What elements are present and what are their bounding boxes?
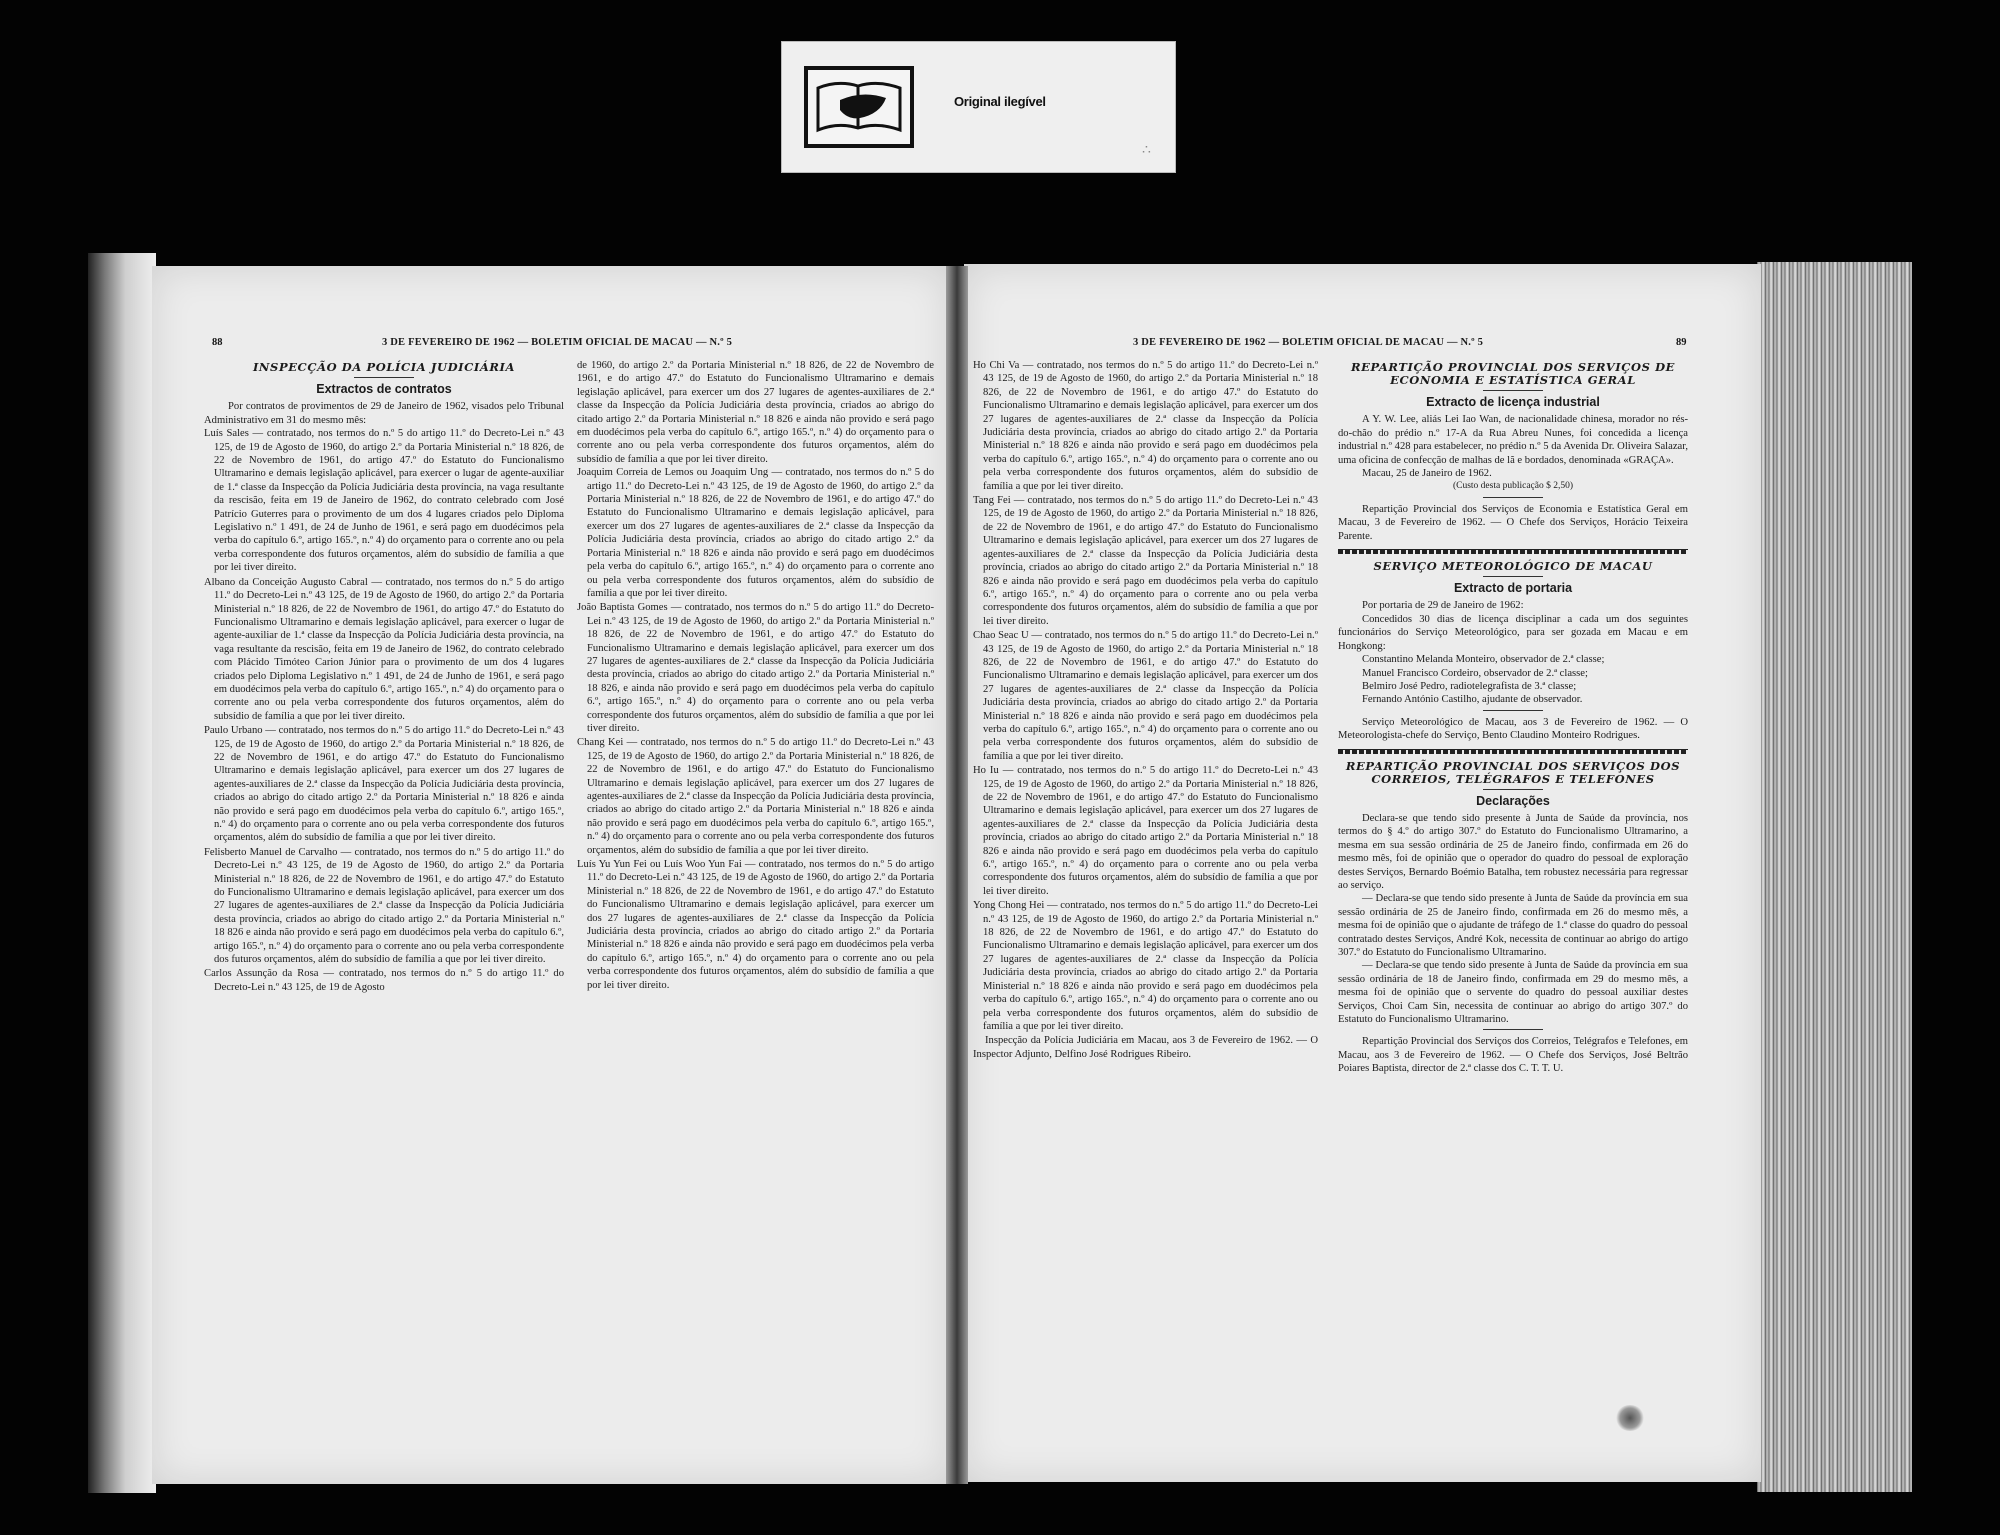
- right-column-2: [1338, 359, 1688, 1409]
- left-column-1: [204, 359, 564, 1409]
- right-running-head: 3 DE FEVEREIRO DE 1962 — BOLETIM OFICIAL DE MACAU — N.º 5: [1133, 337, 1484, 348]
- portaria-text: Concedidos 30 dias de licença disciplinar a cada um dos seguintes funcionários do Serviço Meteorológico, para ser gozada em Macau e em Hongkong:: [1338, 613, 1688, 652]
- staff-item: Manuel Francisco Cordeiro, observador de 2.ª classe;: [1362, 667, 1588, 679]
- contract-entry: Ho Chi Va — contratado, nos termos do n.º 5 do artigo 11.º do Decreto-Lei n.º 43 125, de 19 de Agosto de 1960, do artigo 2.º da Portaria Ministerial n.º 18 826, de 22 de Novembro de 1961, e do artigo 47.º do Estatuto do Funcionalismo Ultramarino e demais legislação aplicável, para exercer um dos 27 lugares de agentes-auxiliares de 2.ª classe da Inspecção da Polícia Judiciária desta província, criados ao abrigo do citado artigo 2.º da Portaria Ministerial n.º 18 826 e ainda não provido e será pago em duodécimos pela verba do capítulo 6.º, artigo 165.º, n.º 4) do orçamento para o corrente ano ou pela verba correspondente dos futuros orçamentos, além do subsídio de família a que por lei tiver direito.: [973, 360, 1318, 492]
- divider: [354, 377, 414, 378]
- economia-signature: Repartição Provincial dos Serviços de Economia e Estatística Geral em Macau, 3 de Fevereiro de 1962. — O Chefe dos Serviços, Horácio Teixeira Parente.: [1338, 503, 1688, 542]
- left-page-number: 88: [212, 337, 223, 348]
- licenca-date: Macau, 25 de Janeiro de 1962.: [1362, 468, 1492, 480]
- intro-paragraph: Por contratos de provimentos de 29 de Janeiro de 1962, visados pelo Tribunal Administrativo em 31 do mesmo mês:: [204, 401, 564, 426]
- microfilm-target-card: [781, 41, 1176, 173]
- section-title-economia: REPARTIÇÃO PROVINCIAL DOS SERVIÇOS DE ECONOMIA E ESTATÍSTICA GERAL: [1350, 360, 1676, 387]
- divider: [1483, 710, 1543, 711]
- divider: [1483, 497, 1543, 498]
- declaracao-paragraph: — Declara-se que tendo sido presente à Junta de Saúde da província em sua sessão ordinária de 18 de Janeiro findo, confirmada em 29 do mesmo mês, a mesma foi de opinião que o servente do quadro do pessoal auxiliar destes Serviços, Choi Cam Sin, necessita de continuar ao abrigo do artigo 307.º do Estatuto do Funcionalismo Ultramarino.: [1338, 960, 1688, 1026]
- divider: [1483, 390, 1543, 391]
- licenca-text: A Y. W. Lee, aliás Lei Iao Wan, de nacionalidade chinesa, morador no rés-do-chão do prédio n.º 17-A da Rua Abreu Nunes, foi concedida a licença industrial n.º 428 para estabelecer, no prédio n.º 5 da Avenida Dr. Oliveira Salazar, uma oficina de confecção de malhas de lã e bordados, denominada «GRAÇA».: [1338, 414, 1688, 466]
- book-edge-right: [1757, 262, 1912, 1492]
- subtitle-portaria: Extracto de portaria: [1453, 581, 1573, 596]
- divider: [1483, 1029, 1543, 1030]
- contract-entry: Chao Seac U — contratado, nos termos do n.º 5 do artigo 11.º do Decreto-Lei n.º 43 125, de 19 de Agosto de 1960, do artigo 2.º da Portaria Ministerial n.º 18 826, de 22 de Novembro de 1961, e do artigo 47.º do Estatuto do Funcionalismo Ultramarino e demais legislação aplicável, para exercer um dos 27 lugares de agentes-auxiliares de 2.ª classe da Inspecção da Polícia Judiciária desta província, criados ao abrigo do citado artigo 2.º da Portaria Ministerial n.º 18 826 e ainda não provido e será pago em duodécimos pela verba do capítulo 6.º, artigo 165.º, n.º 4) do orçamento para o corrente ano ou pela verba correspondente dos futuros orçamentos, além do subsídio de família a que por lei tiver direito.: [973, 630, 1318, 762]
- section-title-meteorologico: SERVIÇO METEOROLÓGICO DE MACAU: [1373, 559, 1653, 574]
- contract-entry: Carlos Assunção da Rosa — contratado, nos termos do n.º 5 do artigo 11.º do Decreto-Lei n.º 43 125, de 19 de Agosto: [204, 968, 564, 993]
- contract-entry: Luís Sales — contratado, nos termos do n.º 5 do artigo 11.º do Decreto-Lei n.º 43 125, de 19 de Agosto de 1960, do artigo 2.º da Portaria Ministerial n.º 18 826, de 22 de Novembro de 1961, do artigo 47.º do Estatuto do Funcionalismo Ultramarino e demais legislação aplicável, para exercer o lugar de agente-auxiliar de 1.ª classe da Inspecção da Polícia Judiciária desta província, na vaga resultante da rescisão, feita em 19 de Janeiro de 1962, do contrato celebrado com José Patrício Guterres para o provimento de um dos 4 lugares criados pelo Diploma Legislativo n.º 1 491, de 24 de Junho de 1961, e será pago em duodécimos pela verba do capítulo 6.º, artigo 165.º, n.º 4) do orçamento para o corrente ano ou pela verba correspondente dos futuros orçamentos, além do subsídio de família a que por lei tiver direito.: [204, 428, 564, 574]
- contract-entry: Ho Iu — contratado, nos termos do n.º 5 do artigo 11.º do Decreto-Lei n.º 43 125, de 19 de Agosto de 1960, do artigo 2.º da Portaria Ministerial n.º 18 826, de 22 de Novembro de 1961, e do artigo 47.º do Estatuto do Funcionalismo Ultramarino e demais legislação aplicável, para exercer um dos 27 lugares de agentes-auxiliares de 2.ª classe da Inspecção da Polícia Judiciária desta província, criados ao abrigo do citado artigo 2.º da Portaria Ministerial n.º 18 826 e ainda não provido e será pago em duodécimos pela verba do capítulo 6.º, artigo 165.º, n.º 4) do orçamento para o corrente ano ou pela verba correspondente dos futuros orçamentos, além do subsídio de família a que por lei tiver direito.: [973, 765, 1318, 897]
- portaria-date: Por portaria de 29 de Janeiro de 1962:: [1362, 600, 1524, 612]
- contract-entry: Chang Kei — contratado, nos termos do n.º 5 do artigo 11.º do Decreto-Lei n.º 43 125, de 19 de Agosto de 1960, do artigo 2.º da Portaria Ministerial n.º 18 826, de 22 de Novembro de 1961, e do artigo 47.º do Estatuto do Funcionalismo Ultramarino e demais legislação aplicável, para exercer um dos 27 lugares de agentes-auxiliares de 2.ª classe da Inspecção da Polícia Judiciária desta província, criados ao abrigo do citado artigo 2.º da Portaria Ministerial n.º 18 826 e ainda não provido e será pago em duodécimos pela verba do capítulo 6.º, artigo 165.º, n.º 4) do orçamento para o corrente ano ou pela verba correspondente dos futuros orçamentos, além do subsídio de família a que por lei tiver direito.: [577, 737, 934, 856]
- book-gutter: [946, 266, 968, 1484]
- illegible-label: Original ilegível: [954, 94, 1046, 109]
- staff-item: Fernando António Castilho, ajudante de observador.: [1362, 694, 1583, 706]
- contract-entry: Felisberto Manuel de Carvalho — contratado, nos termos do n.º 5 do artigo 11.º do Decreto-Lei n.º 43 125, de 19 de Agosto de 1960, do artigo 2.º da Portaria Ministerial n.º 18 826, de 22 de Novembro de 1961, e do artigo 47.º do Estatuto do Funcionalismo Ultramarino e demais legislação aplicável, para exercer um dos 27 lugares de agentes-auxiliares de 2.ª classe da Inspecção da Polícia Judiciária desta província, criados ao abrigo do citado artigo 2.º da Portaria Ministerial n.º 18 826 e ainda não provido e será pago em duodécimos pela verba do capítulo 6.º, artigo 165.º, n.º 4) do orçamento para o corrente ano ou pela verba correspondente dos futuros orçamentos, além do subsídio de família a que por lei tiver direito.: [204, 846, 564, 966]
- staff-item: Belmiro José Pedro, radiotelegrafista de 3.ª classe;: [1362, 680, 1577, 692]
- section-title-policia: INSPECÇÃO DA POLÍCIA JUDICIÁRIA: [252, 360, 516, 374]
- subtitle-extractos: Extractos de contratos: [316, 382, 452, 396]
- divider: [1483, 789, 1543, 790]
- contract-entry: Paulo Urbano — contratado, nos termos do n.º 5 do artigo 11.º do Decreto-Lei n.º 43 125, de 19 de Agosto de 1960, do artigo 2.º da Portaria Ministerial n.º 18 826, de 22 de Novembro de 1961, e do artigo 47.º do Estatuto do Funcionalismo Ultramarino e demais legislação aplicável, para exercer um dos 27 lugares de agentes-auxiliares de 2.ª classe da Inspecção da Polícia Judiciária desta província, criados ao abrigo do citado artigo 2.º da Portaria Ministerial n.º 18 826 e ainda não provido e será pago em duodécimos pela verba do capítulo 6.º, artigo 165.º, n.º 4) do orçamento para o corrente ano ou pela verba correspondente dos futuros orçamentos, além do subsídio de família a que por lei tiver direito.: [204, 725, 564, 844]
- left-column-2: [577, 359, 934, 1409]
- left-running-head: 3 DE FEVEREIRO DE 1962 — BOLETIM OFICIAL DE MACAU — N.º 5: [382, 337, 733, 348]
- policia-signature: Inspecção da Polícia Judiciária em Macau, aos 3 de Fevereiro de 1962. — O Inspector Adjunto, Delfino José Rodrigues Ribeiro.: [973, 1035, 1318, 1060]
- open-book-icon: [804, 66, 914, 148]
- right-page-number: 89: [1676, 337, 1687, 348]
- contract-entry: Luís Yu Yun Fei ou Luís Woo Yun Fai — contratado, nos termos do n.º 5 do artigo 11.º do Decreto-Lei n.º 43 125, de 19 de Agosto de 1960, do artigo 2.º da Portaria Ministerial n.º 18 826, de 22 de Novembro de 1961, e do artigo 47.º do Estatuto do Funcionalismo Ultramarino e demais legislação aplicável, para exercer um dos 27 lugares de agentes-auxiliares de 2.ª classe da Inspecção da Polícia Judiciária desta província, criados ao abrigo do citado artigo 2.º da Portaria Ministerial n.º 18 826 e ainda não provido e será pago em duodécimos pela verba do capítulo 6.º, artigo 165.º, n.º 4) do orçamento para o corrente ano ou pela verba correspondente dos futuros orçamentos, além do subsídio de família a que por lei tiver direito.: [577, 859, 934, 991]
- section-title-correios: REPARTIÇÃO PROVINCIAL DOS SERVIÇOS DOS CORREIOS, TELÉGRAFOS E TELEFONES: [1345, 758, 1681, 786]
- ornamental-rule: [1338, 749, 1688, 754]
- contract-entry: Albano da Conceição Augusto Cabral — contratado, nos termos do n.º 5 do artigo 11.º do Decreto-Lei n.º 43 125, de 19 de Agosto de 1960, do artigo 2.º da Portaria Ministerial n.º 18 826, de 22 de Novembro de 1961, do artigo 47.º do Estatuto do Funcionalismo Ultramarino e demais legislação aplicável, para exercer o lugar de agente-auxiliar de 1.ª classe da Inspecção da Polícia Judiciária desta província, na vaga resultante da rescisão, feita em 19 de Janeiro de 1962, do contrato celebrado com Plácido Timóteo Carion Júnior para o provimento de um dos 4 lugares criados pelo Diploma Legislativo n.º 1 491, de 24 de Junho de 1961, e será pago em duodécimos pela verba do capítulo 6.º, artigo 165.º, n.º 4) do orçamento para o corrente ano ou pela verba correspondente dos futuros orçamentos, além do subsídio de família a que por lei tiver direito.: [204, 576, 564, 722]
- subtitle-declaracoes: Declarações: [1476, 793, 1550, 808]
- correios-signature: Repartição Provincial dos Serviços dos Correios, Telégrafos e Telefones, em Macau, aos 3 de Fevereiro de 1962. — O Chefe dos Serviços, José Beltrão Poiares Baptista, director de 2.ª classe dos C. T. T. U.: [1338, 1036, 1688, 1075]
- divider: [1483, 576, 1543, 577]
- contract-entry: João Baptista Gomes — contratado, nos termos do n.º 5 do artigo 11.º do Decreto-Lei n.º 43 125, de 19 de Agosto de 1960, do artigo 2.º da Portaria Ministerial n.º 18 826, de 22 de Novembro de 1961, e do artigo 47.º do Estatuto do Funcionalismo Ultramarino e demais legislação aplicável, para exercer um dos 27 lugares de agentes-auxiliares de 2.ª classe da Inspecção da Polícia Judiciária desta província, criados ao abrigo do citado artigo 2.º da Portaria Ministerial n.º 18 826, e ainda não provido e será pago em duodécimos pela verba do capítulo 6.º, artigo 165.º, n.º 4) do orçamento para o corrente ano ou pela verba correspondente dos futuros orçamentos, além do subsídio de família a que por lei tiver direito.: [577, 602, 934, 734]
- declaracao-paragraph: — Declara-se que tendo sido presente à Junta de Saúde da província em sua sessão ordinária de 25 de Janeiro findo, confirmada em 26 do mesmo mês, a mesma foi de opinião que o ajudante de tráfego de 1.ª classe do quadro do pessoal contratado destes Serviços, André Kok, necessita de continuar ao abrigo do artigo 307.º do Estatuto do Funcionalismo Ultramarino.: [1338, 893, 1688, 958]
- book-edge-left: [88, 253, 156, 1493]
- ornamental-rule: [1338, 549, 1688, 554]
- right-column-1: [973, 359, 1318, 1409]
- smudge-mark: ∴: [1142, 143, 1151, 158]
- declaracao-paragraph: Declara-se que tendo sido presente à Junta de Saúde da província, nos termos do § 4.º do artigo 307.º do Estatuto do Funcionalismo Ultramarino, a mesma em sua sessão ordinária de 25 de Janeiro findo, confirmada em 26 do mesmo mês, foi de opinião que o operador do quadro do pessoal de exploração destes Serviços, Bernardo Boémio Batalha, tem robustez necessária para regressar ao serviço.: [1338, 812, 1688, 891]
- licenca-cost: (Custo desta publicação $ 2,50): [1452, 481, 1574, 492]
- contract-entry: Tang Fei — contratado, nos termos do n.º 5 do artigo 11.º do Decreto-Lei n.º 43 125, de 19 de Agosto de 1960, do artigo 2.º da Portaria Ministerial n.º 18 826, de 22 de Novembro de 1961, e do artigo 47.º do Estatuto do Funcionalismo Ultramarino e demais legislação aplicável, para exercer um dos 27 lugares de agentes-auxiliares de 2.ª classe da Inspecção da Polícia Judiciária desta província, criados ao abrigo do citado artigo 2.º da Portaria Ministerial n.º 18 826 e ainda não provido e será pago em duodécimos pela verba do capítulo 6.º, artigo 165.º, n.º 4) do orçamento para o corrente ano ou pela verba correspondente dos futuros orçamentos, além do subsídio de família a que por lei tiver direito.: [973, 495, 1318, 627]
- staff-item: Constantino Melanda Monteiro, observador de 2.ª classe;: [1362, 654, 1605, 666]
- meteo-signature: Serviço Meteorológico de Macau, aos 3 de Fevereiro de 1962. — O Meteorologista-chefe do Serviço, Bento Claudino Monteiro Rodrigues.: [1338, 716, 1688, 742]
- contract-entry-continued: de 1960, do artigo 2.º da Portaria Ministerial n.º 18 826, de 22 de Novembro de 1961, e do artigo 47.º do Estatuto do Funcionalismo Ultramarino e demais legislação aplicável, para exercer um dos 27 lugares de agentes-auxiliares de 2.ª classe da Inspecção da Polícia Judiciária desta província, criados ao abrigo do citado artigo 2.º da Portaria Ministerial n.º 18 826 e ainda não provido e será pago em duodécimos pela verba do capítulo 6.º, artigo 165.º, n.º 4) do orçamento para o corrente ano ou pela verba correspondente dos futuros orçamentos, além do subsídio de família a que por lei tiver direito.: [577, 360, 934, 465]
- ink-stamp: [1615, 1405, 1645, 1431]
- subtitle-licenca: Extracto de licença industrial: [1426, 395, 1600, 409]
- staff-list: [1338, 653, 1688, 707]
- contract-entry: Yong Chong Hei — contratado, nos termos do n.º 5 do artigo 11.º do Decreto-Lei n.º 43 125, de 19 de Agosto de 1960, do artigo 2.º da Portaria Ministerial n.º 18 826, de 22 de Novembro de 1961, e do artigo 47.º do Estatuto do Funcionalismo Ultramarino e demais legislação aplicável, para exercer um dos 27 lugares de agentes-auxiliares de 2.ª classe da Inspecção da Polícia Judiciária desta província, criados ao abrigo do citado artigo 2.º da Portaria Ministerial n.º 18 826 e ainda não provido e será pago em duodécimos pela verba do capítulo 6.º, artigo 165.º, n.º 4) do orçamento para o corrente ano ou pela verba correspondente dos futuros orçamentos, além do subsídio de família a que por lei tiver direito.: [973, 900, 1318, 1032]
- contract-entry: Joaquim Correia de Lemos ou Joaquim Ung — contratado, nos termos do n.º 5 do artigo 11.º do Decreto-Lei n.º 43 125, de 19 de Agosto de 1960, do artigo 2.º da Portaria Ministerial n.º 18 826, de 22 de Novembro de 1961, e do artigo 47.º do Estatuto do Funcionalismo Ultramarino e demais legislação aplicável, para exercer um dos 27 lugares de agentes-auxiliares de 2.ª classe da Inspecção da Polícia Judiciária desta província, criados ao abrigo do citado artigo 2.º da Portaria Ministerial n.º 18 826 e ainda não provido e será pago em duodécimos pela verba do capítulo 6.º, artigo 165.º, n.º 4) do orçamento para o corrente ano ou pela verba correspondente dos futuros orçamentos, além do subsídio de família a que por lei tiver direito.: [577, 467, 934, 599]
